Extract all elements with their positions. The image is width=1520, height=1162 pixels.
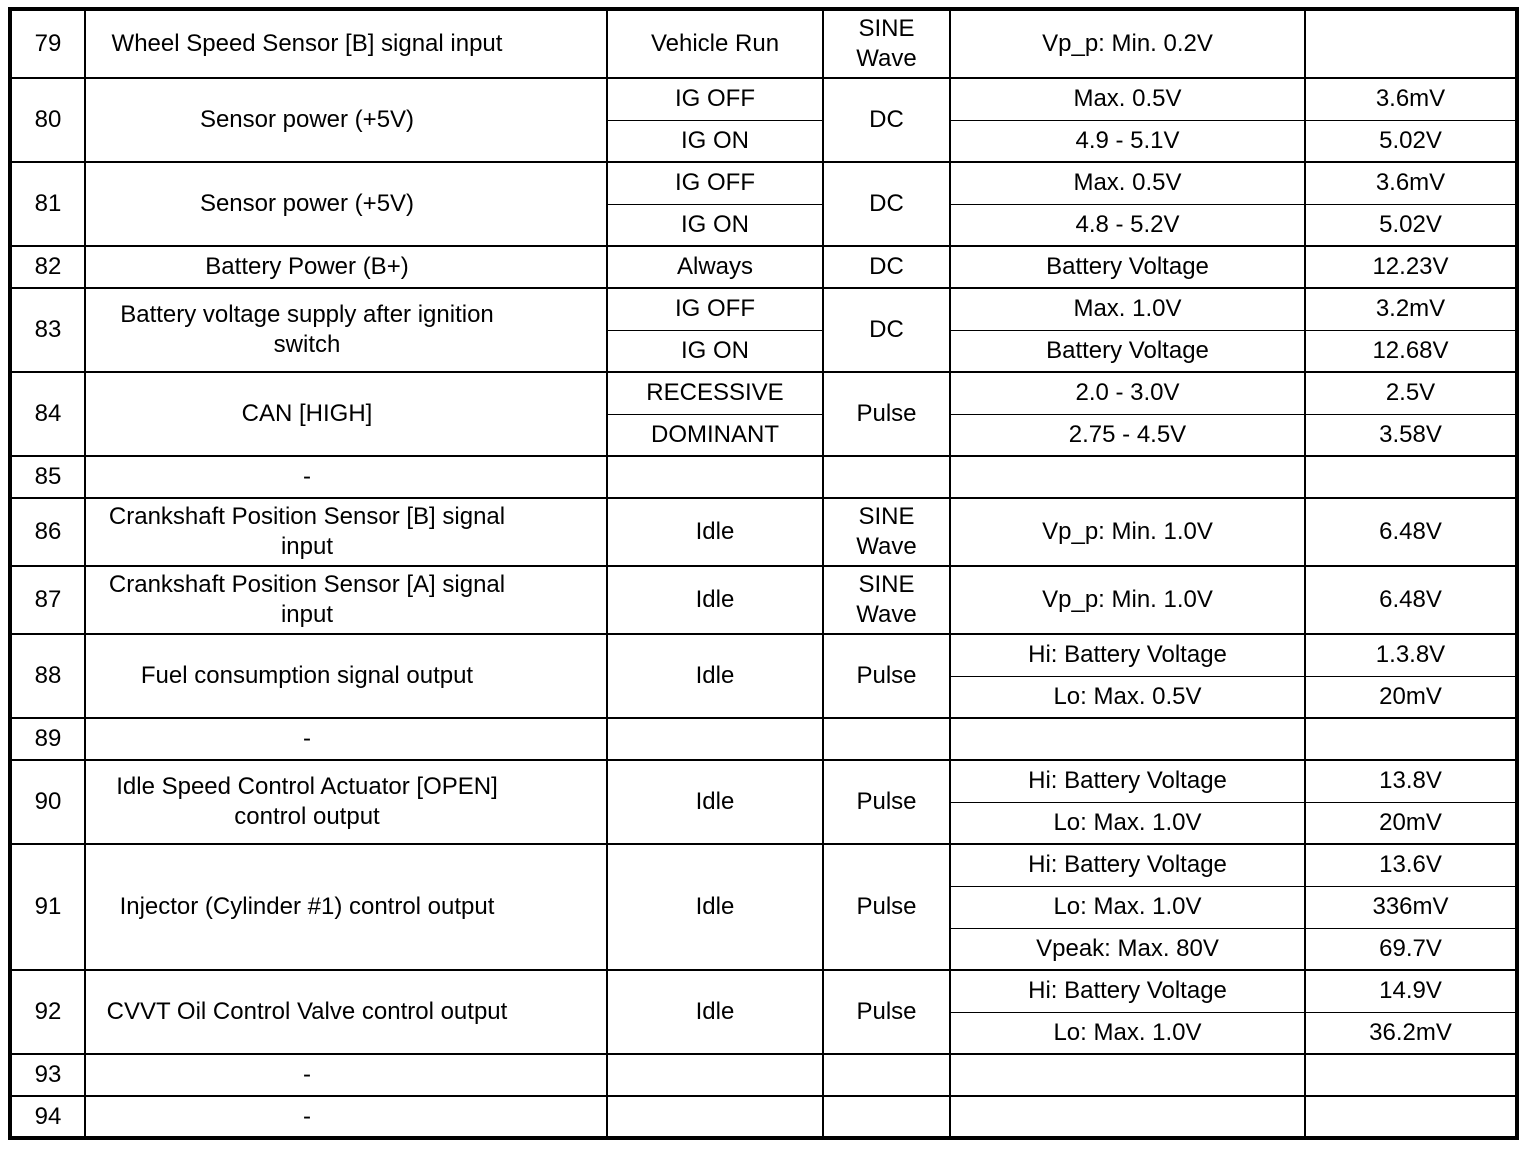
- table-row: [10, 634, 1517, 676]
- condition-cell: [607, 1054, 823, 1096]
- level-cell: Lo: Max. 1.0V: [950, 1012, 1305, 1054]
- signal-type-cell: Pulse: [823, 760, 950, 844]
- pin-description-text: Battery voltage supply after ignition switch: [120, 301, 494, 358]
- table-row: [10, 718, 1517, 760]
- table-row: [10, 9, 1517, 78]
- level-cell: Max. 1.0V: [950, 288, 1305, 330]
- level-cell: [950, 1054, 1305, 1096]
- measured-value-cell: 69.7V: [1305, 928, 1517, 970]
- condition-cell: Vehicle Run: [607, 9, 823, 78]
- signal-type-cell: DC: [823, 162, 950, 246]
- condition-cell: [607, 456, 823, 498]
- pin-description-text: Injector (Cylinder #1) control output: [119, 893, 495, 920]
- signal-type-cell: Pulse: [823, 970, 950, 1054]
- condition-cell: [607, 718, 823, 760]
- table-row: [10, 760, 1517, 802]
- measured-value-cell: 12.68V: [1305, 330, 1517, 372]
- pin-description-text: Battery Power (B+): [205, 253, 409, 280]
- pin-description: [85, 498, 607, 566]
- measured-value-cell: 12.23V: [1305, 246, 1517, 288]
- pin-description-text: Wheel Speed Sensor [B] signal input: [111, 30, 503, 57]
- level-cell: Vp_p: Min. 0.2V: [950, 9, 1305, 78]
- signal-type-cell: DC: [823, 78, 950, 162]
- condition-cell: IG OFF: [607, 78, 823, 120]
- signal-type-cell: SINE Wave: [823, 9, 950, 78]
- pin-description: [85, 9, 607, 78]
- measured-value-cell: 13.8V: [1305, 760, 1517, 802]
- pin-voltage-table: [8, 7, 1519, 1140]
- level-cell: [950, 456, 1305, 498]
- table-row: [10, 498, 1517, 566]
- condition-cell: [607, 1096, 823, 1138]
- signal-type-cell: Pulse: [823, 634, 950, 718]
- level-cell: Vp_p: Min. 1.0V: [950, 498, 1305, 566]
- condition-cell: Idle: [607, 844, 823, 970]
- pin-description: [85, 456, 607, 498]
- level-cell: [950, 1096, 1305, 1138]
- table-row: [10, 372, 1517, 414]
- pin-description-text: CVVT Oil Control Valve control output: [106, 998, 508, 1025]
- measured-value-cell: 5.02V: [1305, 204, 1517, 246]
- signal-type-cell: SINE Wave: [823, 498, 950, 566]
- pin-description-text: Sensor power (+5V): [199, 190, 415, 217]
- signal-type-cell: SINE Wave: [823, 566, 950, 634]
- measured-value-cell: 36.2mV: [1305, 1012, 1517, 1054]
- pin-description-text: -: [303, 725, 311, 752]
- pin-description-text: Crankshaft Position Sensor [A] signal input: [108, 571, 506, 628]
- signal-type-cell: [823, 1096, 950, 1138]
- pin-description: [85, 372, 607, 456]
- measured-value-cell: [1305, 1054, 1517, 1096]
- level-cell: Battery Voltage: [950, 330, 1305, 372]
- level-cell: Max. 0.5V: [950, 162, 1305, 204]
- pin-description-text: Sensor power (+5V): [199, 106, 415, 133]
- pin-number: 86: [10, 498, 85, 566]
- level-cell: Lo: Max. 0.5V: [950, 676, 1305, 718]
- condition-cell: RECESSIVE: [607, 372, 823, 414]
- table-row: [10, 566, 1517, 634]
- level-cell: 2.0 - 3.0V: [950, 372, 1305, 414]
- pin-number: 80: [10, 78, 85, 162]
- measured-value-cell: 3.2mV: [1305, 288, 1517, 330]
- pin-number: 87: [10, 566, 85, 634]
- level-cell: Max. 0.5V: [950, 78, 1305, 120]
- pin-table-body: [10, 9, 1517, 1138]
- level-cell: Hi: Battery Voltage: [950, 760, 1305, 802]
- table-row: [10, 78, 1517, 120]
- pin-description: [85, 844, 607, 970]
- measured-value-cell: 13.6V: [1305, 844, 1517, 886]
- table-row: [10, 844, 1517, 886]
- condition-cell: IG ON: [607, 330, 823, 372]
- condition-cell: IG OFF: [607, 288, 823, 330]
- measured-value-cell: 336mV: [1305, 886, 1517, 928]
- pin-number: 83: [10, 288, 85, 372]
- table-row: [10, 246, 1517, 288]
- signal-type-cell: DC: [823, 288, 950, 372]
- condition-cell: Idle: [607, 760, 823, 844]
- table-row: [10, 162, 1517, 204]
- pin-number: 90: [10, 760, 85, 844]
- pin-number: 93: [10, 1054, 85, 1096]
- measured-value-cell: 6.48V: [1305, 566, 1517, 634]
- condition-cell: IG ON: [607, 204, 823, 246]
- measured-value-cell: 6.48V: [1305, 498, 1517, 566]
- signal-type-cell: [823, 1054, 950, 1096]
- pin-description: [85, 1096, 607, 1138]
- pin-number: 91: [10, 844, 85, 970]
- measured-value-cell: 3.6mV: [1305, 162, 1517, 204]
- pin-number: 82: [10, 246, 85, 288]
- condition-cell: IG OFF: [607, 162, 823, 204]
- level-cell: 2.75 - 4.5V: [950, 414, 1305, 456]
- measured-value-cell: 1.3.8V: [1305, 634, 1517, 676]
- pin-description: [85, 246, 607, 288]
- measured-value-cell: 5.02V: [1305, 120, 1517, 162]
- measured-value-cell: 3.6mV: [1305, 78, 1517, 120]
- measured-value-cell: 14.9V: [1305, 970, 1517, 1012]
- condition-cell: IG ON: [607, 120, 823, 162]
- condition-cell: Idle: [607, 566, 823, 634]
- condition-cell: DOMINANT: [607, 414, 823, 456]
- measured-value-cell: [1305, 9, 1517, 78]
- table-row: [10, 1054, 1517, 1096]
- pin-description-text: -: [303, 463, 311, 490]
- measured-value-cell: [1305, 456, 1517, 498]
- table-row: [10, 970, 1517, 1012]
- pin-description-text: Crankshaft Position Sensor [B] signal input: [108, 503, 506, 560]
- pin-number: 92: [10, 970, 85, 1054]
- table-row: [10, 456, 1517, 498]
- table-row: [10, 1096, 1517, 1138]
- level-cell: 4.9 - 5.1V: [950, 120, 1305, 162]
- level-cell: [950, 718, 1305, 760]
- signal-type-cell: [823, 456, 950, 498]
- pin-description: [85, 760, 607, 844]
- measured-value-cell: [1305, 1096, 1517, 1138]
- pin-number: 81: [10, 162, 85, 246]
- table-row: [10, 288, 1517, 330]
- pin-description: [85, 566, 607, 634]
- pin-description: [85, 288, 607, 372]
- level-cell: Vp_p: Min. 1.0V: [950, 566, 1305, 634]
- pin-description-text: CAN [HIGH]: [241, 400, 373, 427]
- measured-value-cell: 20mV: [1305, 802, 1517, 844]
- pin-description: [85, 718, 607, 760]
- level-cell: Battery Voltage: [950, 246, 1305, 288]
- condition-cell: Idle: [607, 970, 823, 1054]
- pin-description-text: Fuel consumption signal output: [140, 662, 474, 689]
- level-cell: Lo: Max. 1.0V: [950, 886, 1305, 928]
- level-cell: Hi: Battery Voltage: [950, 634, 1305, 676]
- signal-type-cell: [823, 718, 950, 760]
- pin-number: 84: [10, 372, 85, 456]
- level-cell: Hi: Battery Voltage: [950, 844, 1305, 886]
- signal-type-cell: DC: [823, 246, 950, 288]
- signal-type-cell: Pulse: [823, 372, 950, 456]
- level-cell: Hi: Battery Voltage: [950, 970, 1305, 1012]
- condition-cell: Always: [607, 246, 823, 288]
- signal-type-cell: Pulse: [823, 844, 950, 970]
- condition-cell: Idle: [607, 634, 823, 718]
- pin-description: [85, 970, 607, 1054]
- pin-description: [85, 634, 607, 718]
- pin-number: 94: [10, 1096, 85, 1138]
- pin-number: 79: [10, 9, 85, 78]
- measured-value-cell: [1305, 718, 1517, 760]
- level-cell: Lo: Max. 1.0V: [950, 802, 1305, 844]
- measured-value-cell: 3.58V: [1305, 414, 1517, 456]
- measured-value-cell: 2.5V: [1305, 372, 1517, 414]
- level-cell: 4.8 - 5.2V: [950, 204, 1305, 246]
- pin-number: 85: [10, 456, 85, 498]
- pin-description: [85, 162, 607, 246]
- pin-description-text: -: [303, 1102, 311, 1130]
- pin-description: [85, 78, 607, 162]
- measured-value-cell: 20mV: [1305, 676, 1517, 718]
- pin-description-text: -: [303, 1061, 311, 1088]
- level-cell: Vpeak: Max. 80V: [950, 928, 1305, 970]
- pin-number: 89: [10, 718, 85, 760]
- pin-number: 88: [10, 634, 85, 718]
- pin-description: [85, 1054, 607, 1096]
- pin-description-text: Idle Speed Control Actuator [OPEN] control output: [116, 773, 498, 830]
- condition-cell: Idle: [607, 498, 823, 566]
